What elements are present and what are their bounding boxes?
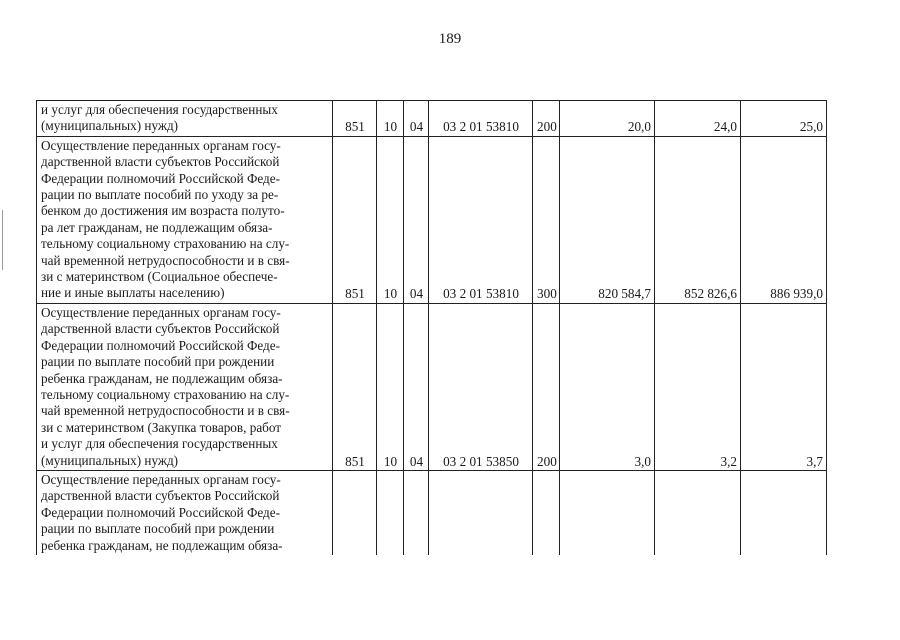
amount-year-1: 20,0 (560, 101, 655, 137)
section-code (377, 470, 404, 555)
amount-year-2: 3,2 (655, 303, 741, 470)
amount-year-1: 820 584,7 (560, 136, 655, 303)
amount-year-2: 24,0 (655, 101, 741, 137)
row-description: и услуг для обеспечения государственных (муниципальных) нужд) (37, 101, 333, 137)
subsection-code: 04 (404, 101, 429, 137)
subsection-code (404, 470, 429, 555)
ministry-code (333, 470, 377, 555)
ministry-code: 851 (333, 303, 377, 470)
amount-year-2: 852 826,6 (655, 136, 741, 303)
target-article-code (429, 470, 533, 555)
amount-year-3: 886 939,0 (741, 136, 827, 303)
amount-year-3: 25,0 (741, 101, 827, 137)
row-description: Осуществление переданных органам госу- дарственной власти субъектов Российской Федерации полномочий Российской Феде- рации по выплате пособий при рождении ребенка гражданам, не подлежащим обяза- тельному социальному страхованию на слу- чай временной нетрудоспособности и в свя- зи с материнством (Закупка товаров, работ и услуг для обеспечения государственных (муниципальных) нужд) (37, 303, 333, 470)
ministry-code: 851 (333, 136, 377, 303)
subsection-code: 04 (404, 136, 429, 303)
amount-year-1 (560, 470, 655, 555)
section-code: 10 (377, 303, 404, 470)
target-article-code: 03 2 01 53850 (429, 303, 533, 470)
expense-type-code (533, 470, 560, 555)
table-row (37, 101, 827, 137)
scan-margin-mark (2, 210, 3, 270)
table-row (37, 470, 827, 555)
row-description: Осуществление переданных органам госу- дарственной власти субъектов Российской Федерации полномочий Российской Феде- рации по выплате пособий по уходу за ре- бенком до достижения им возраста полуто- ра лет гражданам, не подлежащим обяза- тельному социальному страхованию на слу- чай временной нетрудоспособности и в свя- зи с материнством (Социальное обеспече- ние и иные выплаты населению) (37, 136, 333, 303)
section-code: 10 (377, 136, 404, 303)
amount-year-1: 3,0 (560, 303, 655, 470)
section-code: 10 (377, 101, 404, 137)
amount-year-2 (655, 470, 741, 555)
expense-type-code: 300 (533, 136, 560, 303)
page-number: 189 (438, 31, 462, 47)
amount-year-3: 3,7 (741, 303, 827, 470)
table-row (37, 136, 827, 303)
target-article-code: 03 2 01 53810 (429, 136, 533, 303)
budget-table (36, 100, 827, 555)
expense-type-code: 200 (533, 101, 560, 137)
ministry-code: 851 (333, 101, 377, 137)
amount-year-3 (741, 470, 827, 555)
target-article-code: 03 2 01 53810 (429, 101, 533, 137)
row-description: Осуществление переданных органам госу- дарственной власти субъектов Российской Федерации полномочий Российской Феде- рации по выплате пособий при рождении ребенка гражданам, не подлежащим обяза- (37, 470, 333, 555)
subsection-code: 04 (404, 303, 429, 470)
table-row (37, 303, 827, 470)
expense-type-code: 200 (533, 303, 560, 470)
